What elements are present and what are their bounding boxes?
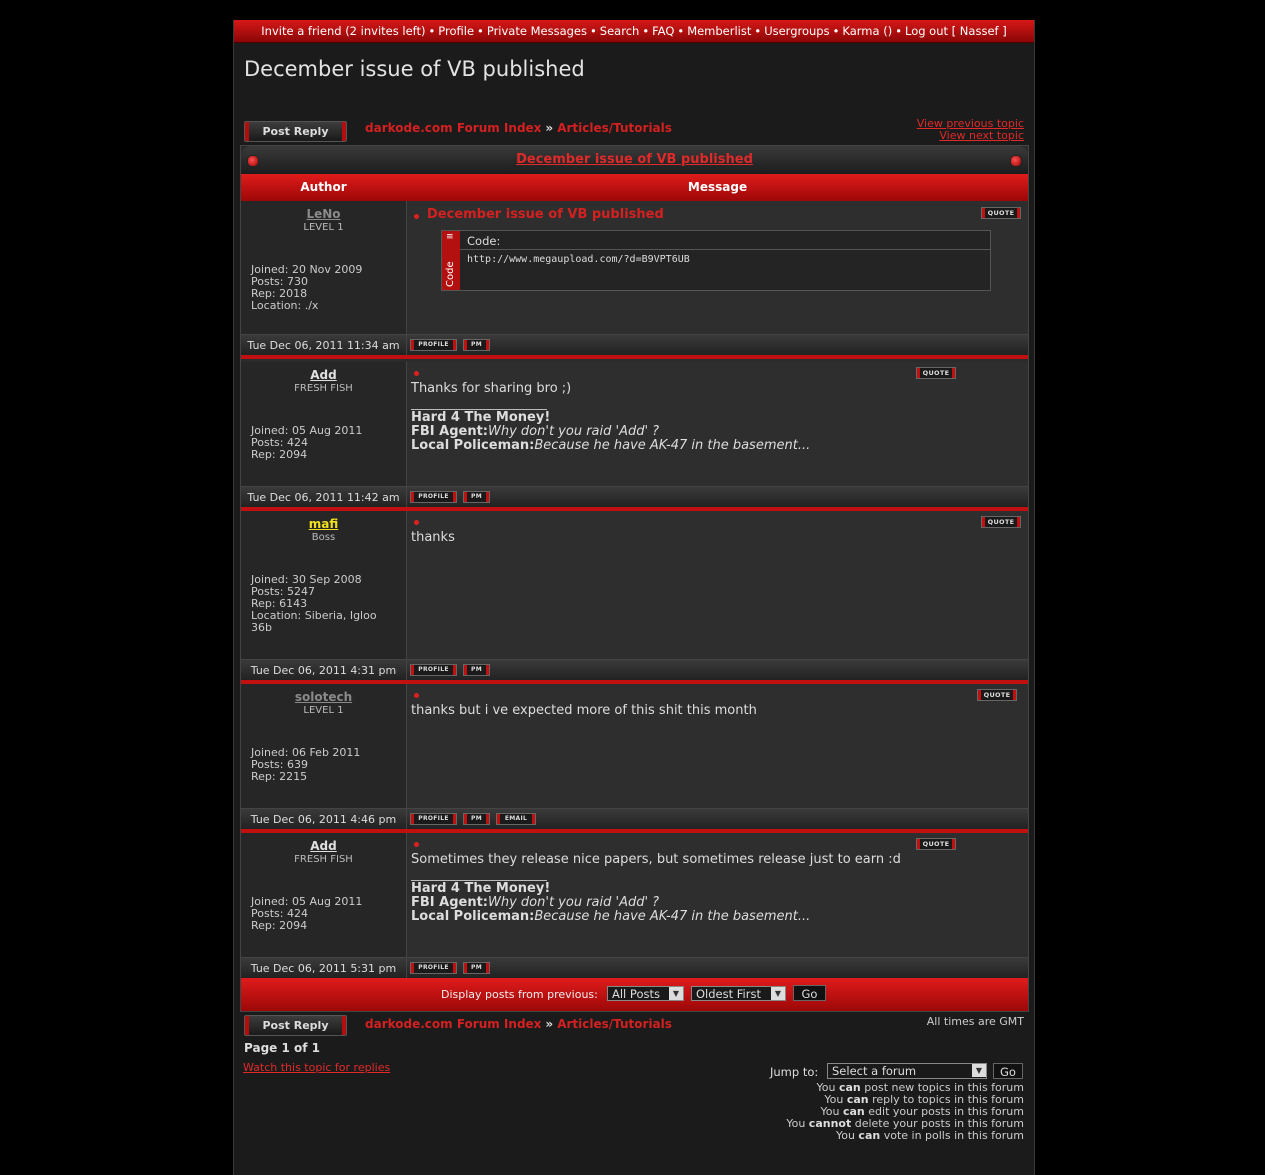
post-username-link[interactable]: mafi [308, 517, 339, 531]
post-message-cell [407, 362, 1028, 486]
post-date: Tue Dec 06, 2011 4:31 pm [241, 660, 407, 680]
post-text: thanks but i ve expected more of this shit this month [411, 703, 757, 718]
pm-button[interactable]: PM [463, 962, 490, 974]
post-user-info [251, 425, 401, 461]
permission-line: You can vote in polls in this forum [835, 1129, 1024, 1142]
post-author-cell [241, 684, 407, 808]
post-footer [241, 957, 1028, 978]
post-signature [411, 880, 810, 924]
post-footer [241, 334, 1028, 355]
post-reply-button-top[interactable]: Post Reply [244, 121, 347, 142]
post-user-rank: LEVEL 1 [303, 222, 344, 233]
post-message-cell [407, 833, 1028, 957]
display-options-bar [241, 978, 1028, 1011]
user-location: Location: ./x [251, 299, 319, 312]
display-label: Display posts from previous: [441, 988, 598, 1001]
email-button[interactable]: EMAIL [496, 813, 536, 825]
post-message-cell [407, 684, 1028, 808]
nav-separator: • [677, 24, 685, 38]
post-reply-button-bottom[interactable]: Post Reply [244, 1015, 347, 1036]
post-username-link[interactable]: Add [310, 368, 337, 382]
user-rep: Rep: 2018 [251, 287, 308, 300]
signature-line1: Hard 4 The Money! [411, 881, 551, 896]
permission-line: You can edit your posts in this forum [820, 1105, 1024, 1118]
profile-button[interactable]: PROFILE [410, 491, 457, 503]
post-user-info [251, 574, 401, 634]
nav-separator: • [754, 24, 762, 38]
posts-filter-select[interactable] [607, 986, 684, 1001]
quote-button[interactable]: QUOTE [981, 207, 1021, 219]
pm-button[interactable]: PM [463, 664, 490, 676]
post-date: Tue Dec 06, 2011 11:42 am [241, 487, 407, 507]
user-rep: Rep: 2215 [251, 770, 308, 783]
post-username-link[interactable]: LeNo [306, 207, 341, 221]
post-row [241, 201, 1028, 358]
signature-text: Because he have AK-47 in the basement... [534, 909, 811, 924]
column-headers [241, 174, 1028, 201]
posts-filter-value: All Posts [612, 987, 660, 1001]
post-icon [414, 842, 419, 847]
post-icon [414, 371, 419, 376]
breadcrumb-separator: » [545, 121, 554, 135]
page-title: December issue of VB published [244, 57, 585, 81]
breadcrumb-top [365, 121, 672, 135]
post-user-rank: Boss [311, 532, 336, 543]
sort-order-value: Oldest First [696, 987, 761, 1001]
post-signature [411, 409, 810, 453]
nav-separator: • [642, 24, 650, 38]
signature-label: FBI Agent: [411, 424, 489, 439]
post-user-rank: LEVEL 1 [303, 705, 344, 716]
code-side-tab [442, 231, 460, 290]
code-content[interactable]: http://www.megaupload.com/?d=B9VPT6UB [467, 254, 690, 265]
column-header-author: Author [300, 180, 347, 194]
chevron-down-icon: ▼ [972, 1064, 986, 1077]
quote-button[interactable]: QUOTE [981, 516, 1021, 528]
nav-profile-link[interactable]: Profile [438, 24, 475, 38]
quote-button[interactable]: QUOTE [916, 838, 956, 850]
chevron-down-icon: ▼ [771, 987, 785, 1000]
post-footer [241, 659, 1028, 680]
code-block [441, 230, 991, 291]
user-joined: Joined: 20 Nov 2009 [251, 263, 363, 276]
post-author-cell [241, 833, 407, 957]
post-user-rank: FRESH FISH [294, 854, 353, 865]
post-text: Thanks for sharing bro ;) [411, 381, 572, 396]
timezone-note: All times are GMT [926, 1015, 1024, 1028]
breadcrumb-forum-link[interactable]: Articles/Tutorials [557, 1017, 672, 1031]
quote-button[interactable]: QUOTE [916, 367, 956, 379]
breadcrumb-bottom [365, 1017, 672, 1031]
page-number-text: Page 1 of 1 [244, 1041, 320, 1055]
user-posts: Posts: 424 [251, 907, 308, 920]
post-subject: December issue of VB published [427, 207, 664, 222]
post-row [241, 511, 1028, 684]
pm-button[interactable]: PM [463, 491, 490, 503]
user-posts: Posts: 5247 [251, 585, 315, 598]
list-icon: ≡ [446, 232, 454, 242]
post-username-link[interactable]: Add [310, 839, 337, 853]
breadcrumb-separator: » [545, 1017, 554, 1031]
post-message-cell [407, 511, 1028, 659]
post-date: Tue Dec 06, 2011 4:46 pm [241, 809, 407, 829]
jump-to-forum-select[interactable] [827, 1063, 987, 1079]
post-separator [241, 355, 1028, 359]
permission-line: You cannot delete your posts in this forum [786, 1117, 1024, 1130]
posts-table [240, 145, 1029, 1012]
jump-go-button[interactable]: Go [993, 1063, 1023, 1079]
post-user-rank: FRESH FISH [294, 383, 353, 394]
breadcrumb-forum-index-link[interactable]: darkode.com Forum Index [365, 121, 542, 135]
breadcrumb-forum-index-link[interactable]: darkode.com Forum Index [365, 1017, 542, 1031]
signature-label: FBI Agent: [411, 895, 489, 910]
breadcrumb-forum-link[interactable]: Articles/Tutorials [557, 121, 672, 135]
user-joined: Joined: 30 Sep 2008 [251, 573, 362, 586]
forum-permissions [786, 1082, 1024, 1142]
post-text: thanks [411, 530, 455, 545]
user-joined: Joined: 06 Feb 2011 [251, 746, 361, 759]
user-posts: Posts: 730 [251, 275, 308, 288]
display-go-button[interactable]: Go [793, 985, 826, 1001]
post-text: Sometimes they release nice papers, but sometimes release just to earn :d [411, 852, 901, 867]
chevron-down-icon: ▼ [669, 987, 683, 1000]
jump-to-forum-value: Select a forum [832, 1064, 917, 1078]
user-location: Location: Siberia, Igloo 36b [251, 609, 377, 634]
post-user-info [251, 747, 401, 783]
user-rep: Rep: 2094 [251, 919, 308, 932]
decor-dot-icon [1010, 155, 1022, 167]
profile-button[interactable]: PROFILE [410, 664, 457, 676]
user-joined: Joined: 05 Aug 2011 [251, 895, 363, 908]
nav-separator: • [428, 24, 436, 38]
post-author-cell [241, 511, 407, 659]
permission-line: You can post new topics in this forum [816, 1081, 1024, 1094]
user-joined: Joined: 05 Aug 2011 [251, 424, 363, 437]
nav-separator: • [895, 24, 902, 38]
post-footer [241, 808, 1028, 829]
user-rep: Rep: 6143 [251, 597, 308, 610]
column-header-message: Message [687, 180, 748, 194]
post-icon [414, 693, 419, 698]
table-title-bar [241, 146, 1028, 174]
signature-text: Why don't you raid 'Add' ? [488, 895, 660, 910]
post-user-info [251, 896, 401, 932]
nav-search-link[interactable]: Search [599, 24, 640, 38]
nav-invite-link[interactable]: Invite a friend (2 invites left) [261, 24, 426, 38]
nav-usergroups-link[interactable]: Usergroups [764, 24, 830, 38]
top-nav-bar [234, 20, 1034, 43]
quote-button[interactable]: QUOTE [977, 689, 1017, 701]
page-container [233, 20, 1035, 1175]
view-previous-topic-link[interactable]: View previous topic [916, 117, 1024, 130]
post-date: Tue Dec 06, 2011 11:34 am [241, 335, 407, 355]
post-row [241, 833, 1028, 978]
jump-to-label: Jump to: [770, 1065, 819, 1079]
signature-text: Why don't you raid 'Add' ? [488, 424, 660, 439]
code-label: Code: [467, 234, 501, 248]
signature-text: Because he have AK-47 in the basement... [534, 438, 811, 453]
post-author-cell [241, 201, 407, 334]
profile-button[interactable]: PROFILE [410, 962, 457, 974]
signature-label: Local Policeman: [411, 438, 535, 453]
pm-button[interactable]: PM [463, 339, 490, 351]
user-rep: Rep: 2094 [251, 448, 308, 461]
nav-separator: • [832, 24, 840, 38]
post-row [241, 362, 1028, 511]
pm-button[interactable]: PM [463, 813, 490, 825]
post-icon [414, 520, 419, 525]
permission-line: You can reply to topics in this forum [824, 1093, 1024, 1106]
post-author-cell [241, 362, 407, 486]
nav-pm-link[interactable]: Private Messages [486, 24, 587, 38]
nav-separator: • [477, 24, 484, 38]
post-icon [414, 214, 419, 219]
table-title-link[interactable]: December issue of VB published [516, 152, 753, 167]
post-footer [241, 486, 1028, 507]
post-date: Tue Dec 06, 2011 5:31 pm [241, 958, 407, 978]
profile-button[interactable]: PROFILE [410, 339, 457, 351]
view-next-topic-link[interactable]: View next topic [939, 129, 1024, 142]
signature-line1: Hard 4 The Money! [411, 410, 551, 425]
nav-logout-link[interactable]: Log out [ Nassef ] [904, 24, 1007, 38]
code-divider [460, 249, 990, 250]
code-side-label: Code [445, 261, 456, 287]
nav-memberlist-link[interactable]: Memberlist [687, 24, 752, 38]
sort-order-select[interactable] [691, 986, 786, 1001]
user-posts: Posts: 424 [251, 436, 308, 449]
post-username-link[interactable]: solotech [294, 690, 353, 704]
nav-karma-link[interactable]: Karma () [842, 24, 893, 38]
post-message-cell [407, 201, 1028, 334]
watch-topic-link[interactable]: Watch this topic for replies [243, 1061, 391, 1074]
nav-faq-link[interactable]: FAQ [652, 24, 675, 38]
nav-separator: • [590, 24, 597, 38]
page-number [244, 1041, 320, 1055]
profile-button[interactable]: PROFILE [410, 813, 457, 825]
signature-label: Local Policeman: [411, 909, 535, 924]
post-user-info [251, 264, 401, 312]
post-row [241, 684, 1028, 833]
user-posts: Posts: 639 [251, 758, 308, 771]
